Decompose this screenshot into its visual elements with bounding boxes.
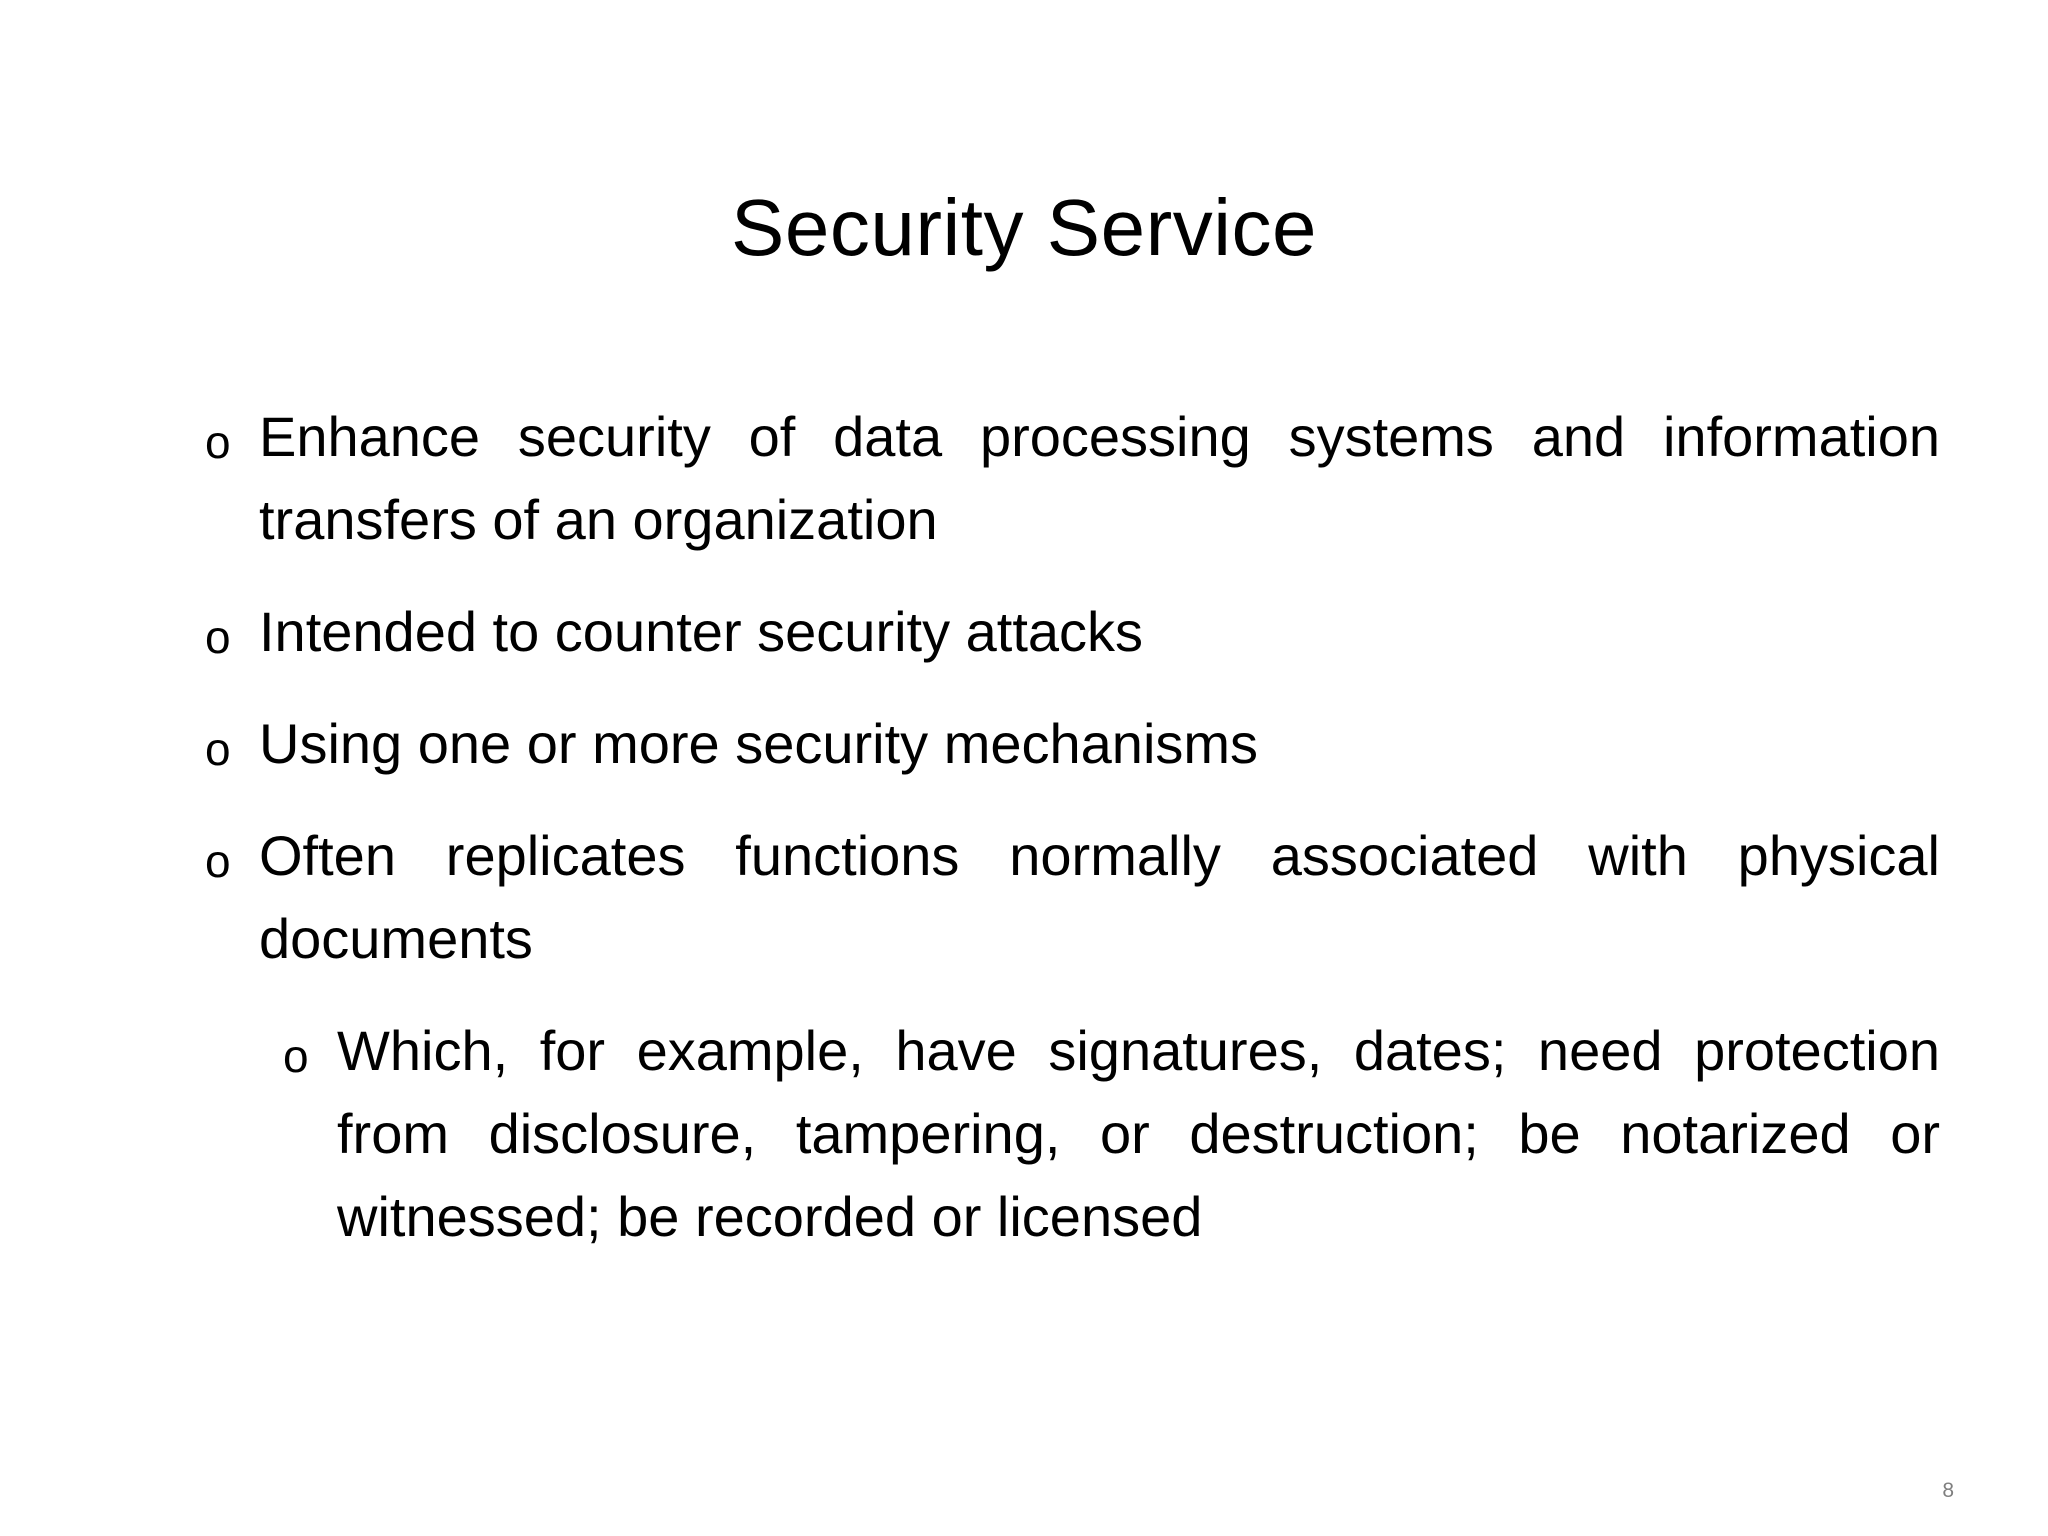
bullet-list [205, 395, 1940, 1287]
bullet-text: Which, for example, have signatures, dates; need protection from disclosure, tampering, or destruction; be notarized or witnessed; be recorded or licensed [337, 1019, 1940, 1248]
bullet-text: Enhance security of data processing systems and information transfers of an organization [259, 405, 1940, 551]
bullet-marker: o [205, 723, 231, 775]
bullet-item [205, 814, 1940, 980]
bullet-item [205, 395, 1940, 561]
bullet-text: Intended to counter security attacks [259, 600, 1144, 663]
bullet-item [205, 702, 1940, 785]
bullet-text: Often replicates functions normally associated with physical documents [259, 824, 1940, 970]
slide-title: Security Service [731, 183, 1317, 272]
bullet-text: Using one or more security mechanisms [259, 712, 1259, 775]
bullet-marker: o [205, 611, 231, 663]
sub-bullet-item [283, 1009, 1940, 1258]
bullet-item [205, 590, 1940, 673]
page-number: 8 [1942, 1479, 1954, 1502]
bullet-marker: o [205, 416, 231, 468]
bullet-marker: o [283, 1030, 309, 1082]
bullet-marker: o [205, 835, 231, 887]
